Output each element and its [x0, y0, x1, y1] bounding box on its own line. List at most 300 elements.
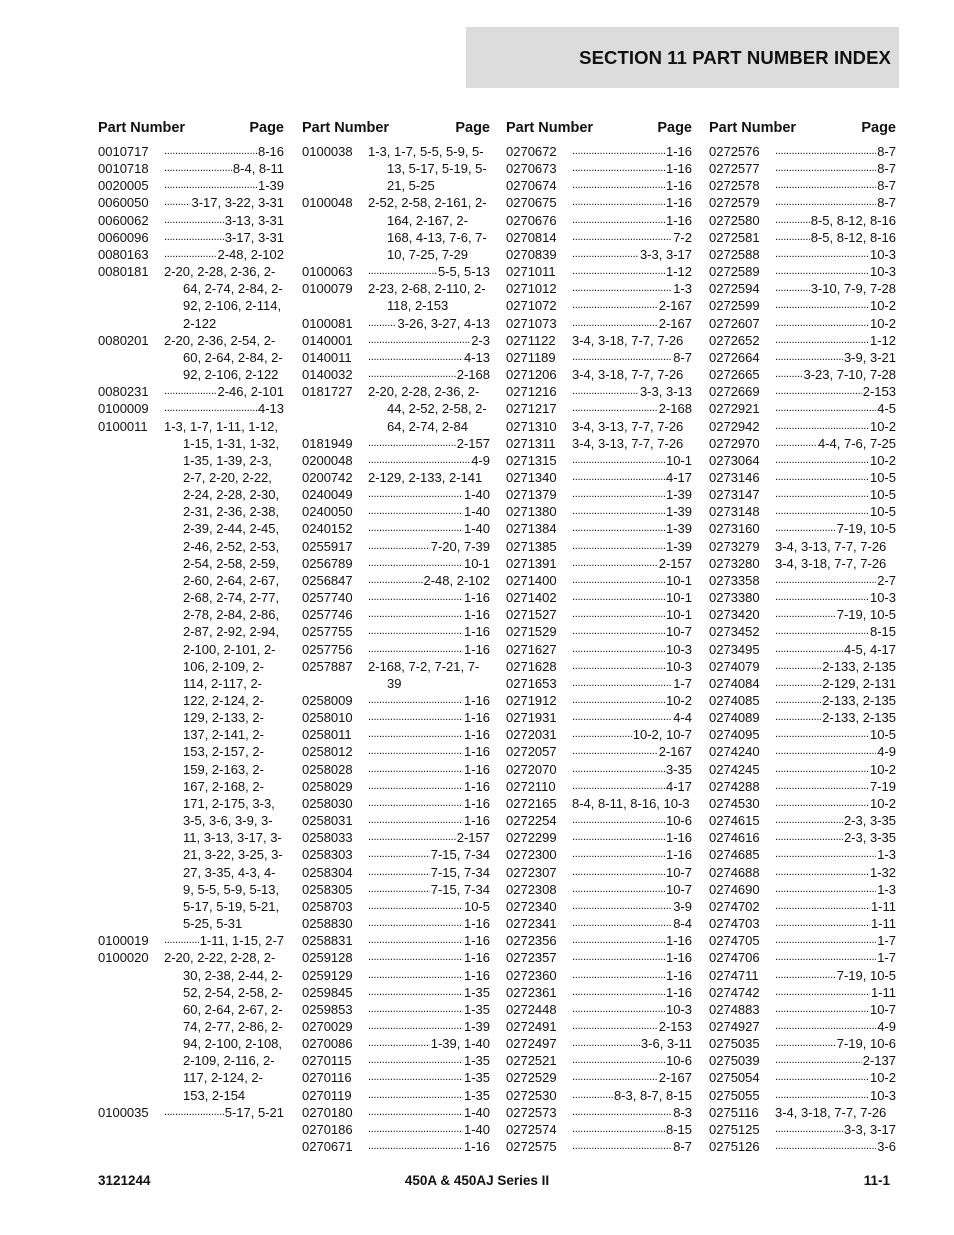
- page-ref-text: 2-3, 3-35: [843, 813, 896, 829]
- leader-dots: [775, 1001, 869, 1018]
- part-number: 0100009: [98, 401, 149, 417]
- index-entry: [302, 143, 490, 194]
- part-number: 0272530: [506, 1087, 557, 1103]
- page-ref-text: 3-26, 3-27, 4-13: [397, 315, 490, 331]
- page-refs: [775, 452, 896, 469]
- leader-dots: [775, 932, 876, 949]
- page-refs: [368, 332, 490, 349]
- page-refs: [368, 366, 490, 383]
- part-number: 0271628: [506, 658, 557, 674]
- page-refs: [775, 846, 896, 863]
- part-number: 0274688: [709, 864, 760, 880]
- part-number: 0240152: [302, 521, 353, 537]
- part-number-heading: Part Number: [709, 120, 797, 136]
- index-entry: [302, 366, 490, 383]
- part-number: 0240050: [302, 504, 353, 520]
- page-refs: [775, 795, 896, 812]
- page-refs: [775, 1052, 896, 1069]
- page-ref-text: 3-4, 3-18, 7-7, 7-26: [572, 367, 684, 383]
- part-number: 0275039: [709, 1053, 760, 1069]
- page-refs: [775, 418, 896, 435]
- page-refs: [368, 263, 490, 280]
- page-ref-text: 1-39: [665, 521, 692, 537]
- leader-dots: [572, 589, 665, 606]
- leader-dots: [775, 795, 869, 812]
- leader-dots: [572, 743, 658, 760]
- part-number: 0270086: [302, 1036, 353, 1052]
- index-entry: [709, 795, 896, 812]
- index-entry: [709, 263, 896, 280]
- part-number: 0259853: [302, 1001, 353, 1017]
- index-entry: [98, 246, 284, 263]
- page-ref-text: 1-35: [463, 1001, 490, 1017]
- page-refs: [572, 778, 692, 795]
- index-entry: [506, 778, 692, 795]
- page-ref-text: 7-15, 7-34: [430, 881, 490, 897]
- part-number: 0258303: [302, 847, 353, 863]
- page-refs: [775, 1104, 896, 1121]
- page-ref-text: 7-20, 7-39: [430, 538, 490, 554]
- index-entry: [302, 743, 490, 760]
- part-number: 0274883: [709, 1001, 760, 1017]
- part-number: 0275054: [709, 1070, 760, 1086]
- leader-dots: [572, 143, 665, 160]
- page-ref-text: 4-9: [877, 1018, 896, 1034]
- page-ref-text: 1-16: [463, 933, 490, 949]
- page-refs: [775, 623, 896, 640]
- leader-dots: [368, 709, 463, 726]
- leader-dots: [368, 881, 430, 898]
- page-ref-text: 1-3, 1-7, 5-5, 5-9, 5-13, 5-17, 5-19, 5-21, 5-25: [368, 144, 487, 194]
- leader-dots: [368, 967, 463, 984]
- page-refs: [368, 538, 490, 555]
- page-refs: [572, 846, 692, 863]
- leader-dots: [775, 160, 876, 177]
- index-entry: [709, 418, 896, 435]
- part-number: 0271189: [506, 349, 556, 365]
- page-refs: [572, 1121, 692, 1138]
- page-ref-text: 10-2: [869, 795, 896, 811]
- index-entry: [506, 435, 692, 452]
- page-ref-text: 10-2: [869, 418, 896, 434]
- leader-dots: [164, 229, 224, 246]
- index-entry: [506, 984, 692, 1001]
- page-refs: [572, 589, 692, 606]
- part-number: 0273160: [709, 521, 760, 537]
- page-ref-text: 4-4, 7-6, 7-25: [817, 435, 896, 451]
- index-entry: [302, 881, 490, 898]
- index-entry: [709, 589, 896, 606]
- index-entry: [506, 1069, 692, 1086]
- index-entry: [709, 315, 896, 332]
- index-entry: [506, 263, 692, 280]
- page-ref-text: 2-52, 2-58, 2-161, 2-164, 2-167, 2-168, 4-13, 7-6, 7-10, 7-25, 7-29: [368, 195, 487, 262]
- index-entry: [302, 1052, 490, 1069]
- index-entry: [302, 315, 490, 332]
- page-refs: [775, 212, 896, 229]
- leader-dots: [775, 984, 870, 1001]
- page-refs: [368, 949, 490, 966]
- index-column-4: [709, 118, 896, 1155]
- part-number: 0272970: [709, 435, 760, 451]
- part-number: 0258031: [302, 813, 353, 829]
- page-refs: [368, 726, 490, 743]
- leader-dots: [572, 297, 658, 314]
- index-entry: [506, 229, 692, 246]
- part-number: 0271402: [506, 590, 557, 606]
- index-entry: [506, 898, 692, 915]
- part-number: 0256789: [302, 555, 353, 571]
- part-number: 0274240: [709, 744, 760, 760]
- page-refs: [164, 332, 284, 383]
- index-entry: [506, 829, 692, 846]
- part-number: 0273420: [709, 607, 760, 623]
- page-refs: [775, 160, 896, 177]
- leader-dots: [775, 898, 870, 915]
- leader-dots: [572, 160, 665, 177]
- part-number: 0274711: [709, 967, 759, 983]
- page-refs: [572, 829, 692, 846]
- part-number: 0272356: [506, 933, 557, 949]
- page-refs: [368, 658, 490, 692]
- page-ref-text: 2-3, 3-35: [843, 830, 896, 846]
- leader-dots: [164, 177, 257, 194]
- page-refs: [572, 949, 692, 966]
- leader-dots: [775, 486, 869, 503]
- page-ref-text: 1-40: [463, 504, 490, 520]
- part-number: 0272574: [506, 1121, 557, 1137]
- page-refs: [572, 675, 692, 692]
- page-refs: [572, 915, 692, 932]
- part-number: 0020005: [98, 178, 149, 194]
- page-refs: [572, 709, 692, 726]
- index-entry: [302, 349, 490, 366]
- page-ref-text: 1-16: [665, 950, 692, 966]
- leader-dots: [775, 297, 869, 314]
- leader-dots: [368, 623, 463, 640]
- index-entry: [506, 967, 692, 984]
- page-refs: [775, 366, 896, 383]
- page-ref-text: 8-15: [665, 1121, 692, 1137]
- page-refs: [775, 435, 896, 452]
- part-number: 0274530: [709, 795, 760, 811]
- part-number: 0274245: [709, 761, 760, 777]
- page-refs: [368, 383, 490, 434]
- index-entry: [302, 967, 490, 984]
- page-ref-text: 1-16: [665, 984, 692, 1000]
- page-refs: [572, 160, 692, 177]
- leader-dots: [572, 452, 665, 469]
- page-refs: [775, 829, 896, 846]
- index-entry: [506, 212, 692, 229]
- page-ref-text: 10-3: [869, 590, 896, 606]
- page-refs: [775, 229, 896, 246]
- page-ref-text: 2-48, 2-102: [423, 572, 490, 588]
- part-number: 0271627: [506, 641, 557, 657]
- page-ref-text: 10-1: [463, 555, 490, 571]
- leader-dots: [368, 572, 423, 589]
- part-number: 0271012: [506, 281, 557, 297]
- page-refs: [572, 143, 692, 160]
- page-refs: [164, 383, 284, 400]
- index-entry: [709, 280, 896, 297]
- page-ref-text: 10-3: [665, 658, 692, 674]
- page-refs: [775, 349, 896, 366]
- index-entry: [506, 641, 692, 658]
- leader-dots: [775, 675, 821, 692]
- index-entry: [506, 486, 692, 503]
- leader-dots: [164, 160, 232, 177]
- index-entry: [506, 1035, 692, 1052]
- index-entry: [709, 692, 896, 709]
- page-ref-text: 4-4: [673, 710, 692, 726]
- part-number: 0271379: [506, 487, 557, 503]
- index-entry: [709, 949, 896, 966]
- index-entry: [506, 572, 692, 589]
- page-ref-text: 10-2: [869, 761, 896, 777]
- part-number: 0271311: [506, 435, 556, 451]
- page-refs: [572, 229, 692, 246]
- part-number: 0270675: [506, 195, 557, 211]
- page-refs: [775, 641, 896, 658]
- page-ref-text: 10-6: [665, 1053, 692, 1069]
- leader-dots: [572, 692, 665, 709]
- part-number: 0271217: [506, 401, 557, 417]
- index-entry: [506, 1052, 692, 1069]
- index-entry: [709, 881, 896, 898]
- part-number: 0274690: [709, 881, 760, 897]
- part-number: 0140001: [302, 332, 353, 348]
- leader-dots: [572, 1138, 672, 1155]
- page-heading: Page: [657, 120, 692, 136]
- page-refs: [572, 692, 692, 709]
- leader-dots: [775, 280, 810, 297]
- leader-dots: [775, 418, 869, 435]
- index-entry: [709, 1121, 896, 1138]
- page-ref-text: 1-16: [665, 830, 692, 846]
- part-number: 0060062: [98, 212, 149, 228]
- index-entry: [302, 332, 490, 349]
- leader-dots: [572, 984, 665, 1001]
- part-number: 0257740: [302, 590, 353, 606]
- page-ref-text: 10-5: [463, 898, 490, 914]
- index-entry: [302, 761, 490, 778]
- page-refs: [572, 812, 692, 829]
- page-ref-text: 1-16: [665, 967, 692, 983]
- index-entry: [709, 177, 896, 194]
- page-ref-text: 3-9: [673, 898, 692, 914]
- index-entry: [302, 503, 490, 520]
- page-refs: [572, 1018, 692, 1035]
- leader-dots: [775, 263, 869, 280]
- index-entry: [506, 692, 692, 709]
- page-ref-text: 10-5: [869, 504, 896, 520]
- page-refs: [775, 932, 896, 949]
- leader-dots: [775, 469, 869, 486]
- page-ref-text: 10-1: [665, 590, 692, 606]
- index-entry: [709, 520, 896, 537]
- part-number: 0272497: [506, 1036, 557, 1052]
- leader-dots: [572, 606, 665, 623]
- leader-dots: [572, 503, 665, 520]
- index-entry: [506, 332, 692, 349]
- page-ref-text: 1-11: [870, 898, 896, 914]
- column-header: [709, 118, 896, 143]
- page-ref-text: 1-35: [463, 1070, 490, 1086]
- page-ref-text: 8-3, 8-7, 8-15: [613, 1087, 692, 1103]
- page-refs: [368, 606, 490, 623]
- index-column-2: [302, 118, 490, 1155]
- page-refs: [572, 177, 692, 194]
- page-refs: [164, 949, 284, 1103]
- page-ref-text: 3-17, 3-31: [224, 229, 284, 245]
- index-entry: [506, 864, 692, 881]
- page-ref-text: 8-7: [877, 144, 896, 159]
- page-refs: [572, 194, 692, 211]
- index-entry: [506, 743, 692, 760]
- page-ref-text: 8-15: [869, 624, 896, 640]
- leader-dots: [572, 246, 639, 263]
- index-entry: [709, 555, 896, 572]
- leader-dots: [368, 538, 430, 555]
- index-entry: [98, 212, 284, 229]
- index-entry: [709, 349, 896, 366]
- part-number: 0258012: [302, 744, 353, 760]
- leader-dots: [775, 743, 876, 760]
- part-number: 0100048: [302, 195, 353, 211]
- index-entry: [302, 1018, 490, 1035]
- page-refs: [775, 572, 896, 589]
- page-refs: [368, 984, 490, 1001]
- leader-dots: [368, 589, 463, 606]
- page-refs: [368, 932, 490, 949]
- page-refs: [775, 503, 896, 520]
- part-number: 0100081: [302, 315, 353, 331]
- page-refs: [368, 1001, 490, 1018]
- leader-dots: [775, 881, 876, 898]
- page-refs: [572, 555, 692, 572]
- page-refs: [775, 297, 896, 314]
- index-entry: [302, 194, 490, 263]
- leader-dots: [164, 194, 190, 211]
- leader-dots: [368, 932, 463, 949]
- page-ref-text: 1-16: [665, 161, 692, 177]
- index-entry: [302, 589, 490, 606]
- leader-dots: [368, 435, 456, 452]
- leader-dots: [775, 846, 876, 863]
- leader-dots: [368, 1035, 430, 1052]
- index-entry: [709, 726, 896, 743]
- index-entry: [302, 280, 490, 314]
- index-entry: [302, 435, 490, 452]
- page-ref-text: 1-16: [665, 212, 692, 228]
- page-ref-text: 10-5: [869, 727, 896, 743]
- page-ref-text: 1-16: [463, 693, 490, 708]
- page-ref-text: 1-16: [463, 744, 490, 760]
- index-entry: [709, 778, 896, 795]
- leader-dots: [775, 143, 876, 160]
- part-number: 0272573: [506, 1104, 557, 1120]
- page-refs: [368, 452, 490, 469]
- part-number: 0271529: [506, 624, 557, 640]
- part-number: 0274703: [709, 916, 760, 932]
- index-entry: [98, 932, 284, 949]
- part-number: 0272491: [506, 1018, 557, 1034]
- footer-model: 450A & 450AJ Series II: [404, 1173, 550, 1188]
- leader-dots: [572, 194, 665, 211]
- index-entry: [709, 486, 896, 503]
- page-refs: [775, 486, 896, 503]
- leader-dots: [775, 1121, 843, 1138]
- index-entry: [302, 538, 490, 555]
- page-refs: [775, 1069, 896, 1086]
- page-refs: [368, 743, 490, 760]
- page-ref-text: 8-7: [877, 195, 896, 211]
- part-number: 0100035: [98, 1104, 149, 1120]
- page-ref-text: 1-3, 1-7, 1-11, 1-12, 1-15, 1-31, 1-32, 1-35, 1-39, 2-3, 2-7, 2-20, 2-22, 2-24, 2-28, 2-30, 2-31, 2-36, 2-38, 2-39, 2-44, 2-45, 2-46, 2-52, 2-53, 2-54, 2-58, 2-59, 2-60, 2-64, 2-67, 2-68, 2-74, 2-77, 2-78, 2-84, 2-86, 2-87, 2-92, 2-94, 2-100, 2-101, 2-106, 2-109, 2-114, 2-117, 2-122, 2-124, 2-129, 2-133, 2-137, 2-141, 2-153, 2-157, 2-159, 2-163, 2-167, 2-168, 2-171, 2-175, 3-3, 3-5, 3-6, 3-9, 3-11, 3-13, 3-17, 3-21, 3-22, 3-25, 3-27, 3-35, 4-3, 4-9, 5-5, 5-9, 5-13, 5-17, 5-19, 5-21, 5-25, 5-31: [164, 418, 283, 932]
- page-ref-text: 7-15, 7-34: [430, 864, 490, 880]
- page-refs: [572, 1001, 692, 1018]
- leader-dots: [572, 778, 665, 795]
- page-refs: [368, 812, 490, 829]
- page-ref-text: 10-2: [869, 452, 896, 468]
- leader-dots: [775, 1035, 836, 1052]
- page-refs: [775, 332, 896, 349]
- part-number: 0272057: [506, 744, 557, 760]
- part-number: 0258010: [302, 710, 353, 726]
- part-number: 0275125: [709, 1121, 760, 1137]
- part-number: 0271912: [506, 693, 557, 708]
- leader-dots: [775, 349, 843, 366]
- index-entry: [709, 246, 896, 263]
- page-refs: [572, 606, 692, 623]
- page-refs: [572, 452, 692, 469]
- index-entry: [506, 1104, 692, 1121]
- page-ref-text: 8-7: [877, 161, 896, 177]
- part-number: 0270814: [506, 229, 557, 245]
- page-refs: [572, 315, 692, 332]
- page-refs: [775, 280, 896, 297]
- index-entry: [506, 469, 692, 486]
- page-ref-text: 2-167: [658, 1070, 692, 1086]
- index-entry: [302, 778, 490, 795]
- page-ref-text: 1-16: [463, 795, 490, 811]
- index-entry: [506, 194, 692, 211]
- page-ref-text: 2-20, 2-36, 2-54, 2-60, 2-64, 2-84, 2-92, 2-106, 2-122: [164, 332, 283, 383]
- part-number: 0258304: [302, 864, 353, 880]
- part-number: 0060050: [98, 195, 149, 211]
- page-refs: [572, 383, 692, 400]
- page-refs: [164, 932, 284, 949]
- index-entry: [98, 194, 284, 211]
- page-ref-text: 10-3: [665, 1001, 692, 1017]
- leader-dots: [775, 967, 836, 984]
- page-ref-text: 10-3: [869, 264, 896, 280]
- part-number: 0272942: [709, 418, 760, 434]
- leader-dots: [572, 572, 665, 589]
- column-header: [506, 118, 692, 143]
- page-ref-text: 8-5, 8-12, 8-16: [810, 212, 896, 228]
- leader-dots: [368, 984, 463, 1001]
- page-ref-text: 10-3: [665, 641, 692, 657]
- column-header: [302, 118, 490, 143]
- leader-dots: [572, 846, 665, 863]
- index-entry: [506, 1001, 692, 1018]
- index-entry: [709, 212, 896, 229]
- leader-dots: [572, 469, 665, 486]
- part-number: 0258831: [302, 933, 353, 949]
- leader-dots: [572, 383, 639, 400]
